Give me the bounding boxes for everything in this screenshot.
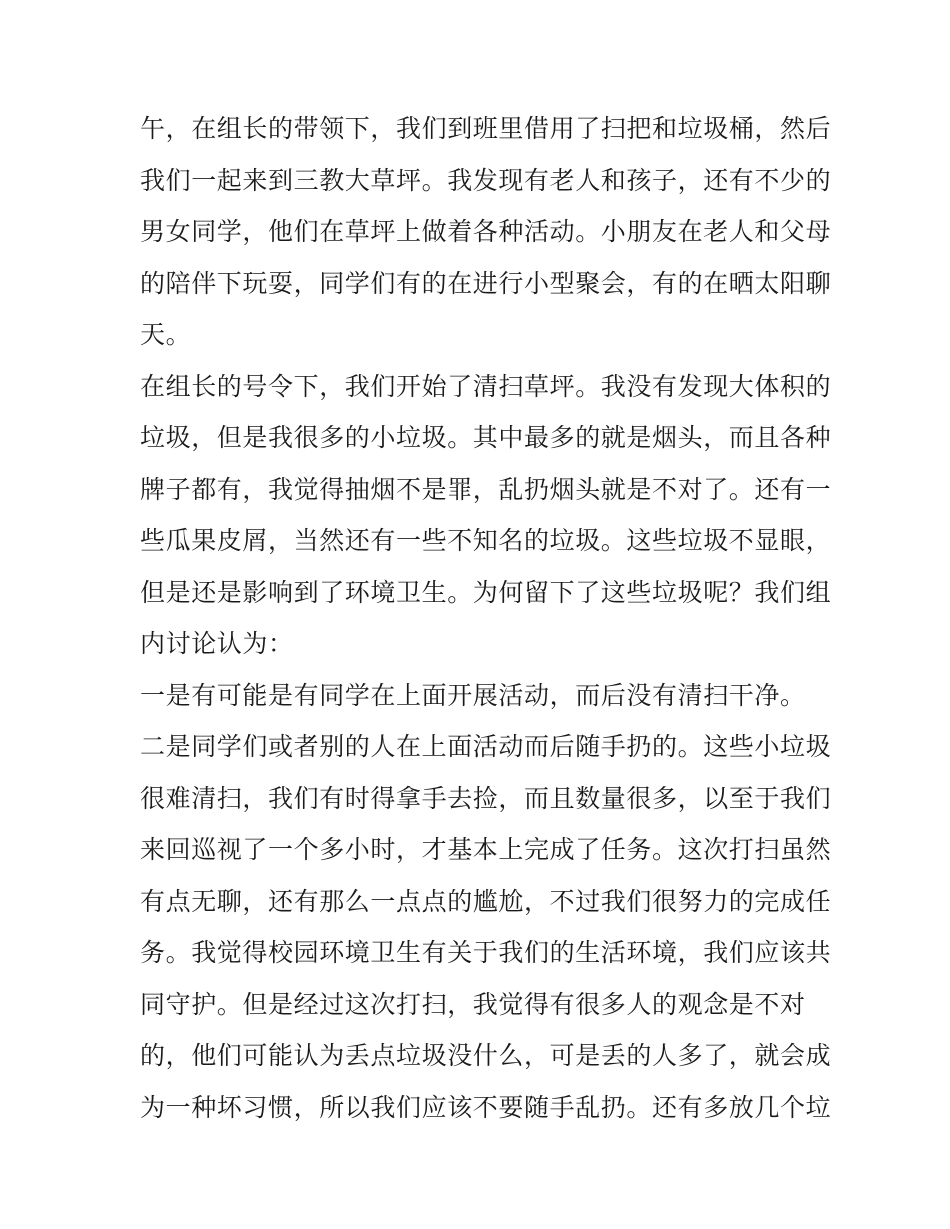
text-line: 的，他们可能认为丢点垃圾没什么，可是丢的人多了，就会成 [140, 1041, 832, 1070]
text-line: 些瓜果皮屑，当然还有一些不知名的垃圾。这些垃圾不显眼， [140, 526, 832, 555]
body-text [140, 103, 832, 1133]
text-line: 牌子都有，我觉得抽烟不是罪，乱扔烟头就是不对了。还有一 [140, 474, 832, 504]
text-line: 来回巡视了一个多小时，才基本上完成了任务。这次打扫虽然 [140, 835, 832, 864]
text-line: 午，在组长的带领下，我们到班里借用了扫把和垃圾桶，然后 [140, 114, 832, 143]
text-line: 在组长的号令下，我们开始了清扫草坪。我没有发现大体积的 [140, 371, 832, 401]
text-line: 男女同学，他们在草坪上做着各种活动。小朋友在老人和父母 [140, 217, 832, 246]
text-line: 内讨论认为： [140, 629, 294, 658]
text-line: 天。 [140, 320, 192, 349]
text-line: 有点无聊，还有那么一点点的尴尬，不过我们很努力的完成任 [140, 886, 832, 916]
text-line: 很难清扫，我们有时得拿手去捡，而且数量很多，以至于我们 [140, 783, 832, 813]
text-line: 同守护。但是经过这次打扫，我觉得有很多人的观念是不对 [140, 989, 806, 1019]
text-line: 务。我觉得校园环境卫生有关于我们的生活环境，我们应该共 [140, 938, 832, 967]
text-line: 我们一起来到三教大草坪。我发现有老人和孩子，还有不少的 [140, 165, 832, 195]
text-line: 垃圾，但是我很多的小垃圾。其中最多的就是烟头，而且各种 [140, 423, 832, 452]
text-line: 的陪伴下玩耍，同学们有的在进行小型聚会，有的在晒太阳聊 [140, 268, 832, 298]
text-line: 一是有可能是有同学在上面开展活动，而后没有清扫干净。 [140, 680, 806, 710]
text-line: 为一种坏习惯，所以我们应该不要随手乱扔。还有多放几个垃 [140, 1092, 832, 1122]
text-line: 二是同学们或者别的人在上面活动而后随手扔的。这些小垃圾 [140, 732, 832, 761]
text-line: 但是还是影响到了环境卫生。为何留下了这些垃圾呢？我们组 [140, 577, 832, 607]
